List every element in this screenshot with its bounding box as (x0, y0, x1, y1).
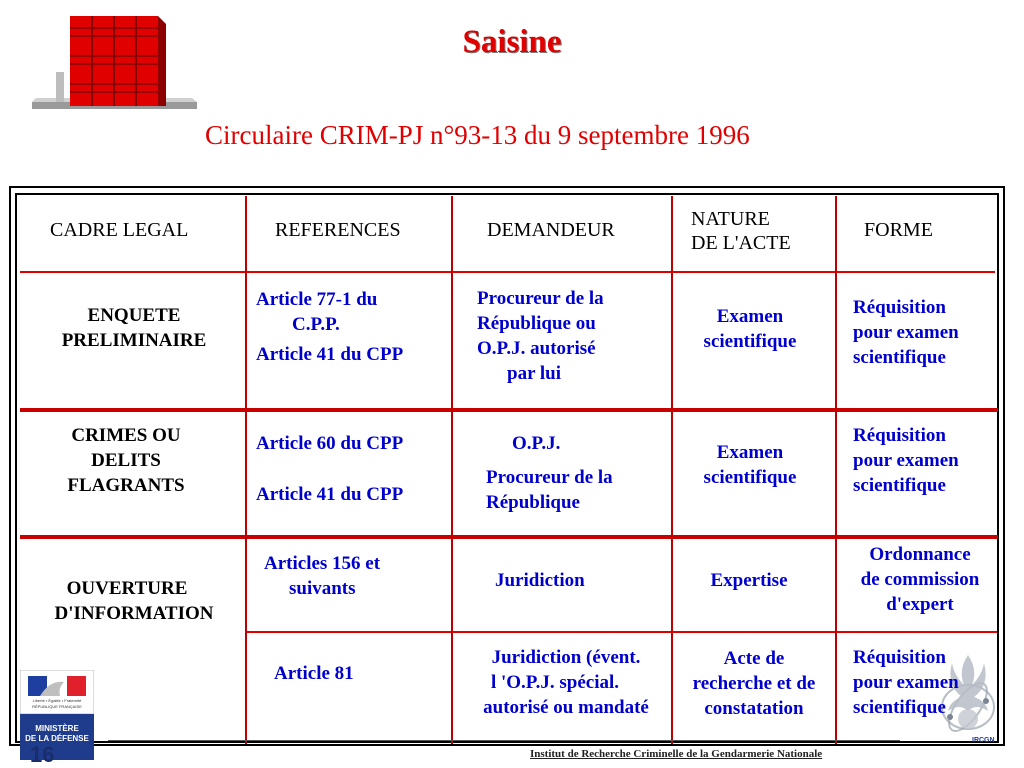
forme-line: Réquisition (853, 297, 946, 318)
footer-rule (108, 740, 900, 741)
reference-line: Article 60 du CPP (256, 433, 404, 454)
nature-line: Acte de (723, 648, 785, 669)
cadre-line: OUVERTURE (66, 578, 188, 599)
references-cell (264, 551, 380, 601)
reference-line: Article 41 du CPP (256, 484, 404, 505)
header-demandeur: DEMANDEUR (487, 219, 615, 241)
page-subtitle: Circulaire CRIM-PJ n°93-13 du 9 septembre 1996 (205, 120, 750, 150)
reference-line: suivants (289, 578, 356, 599)
ircgn-logo-text: IRCGN (972, 737, 995, 744)
header-forme: FORME (864, 219, 933, 241)
nature-line: Expertise (710, 570, 788, 591)
emblem-text-line1: MINISTÈRE (35, 724, 79, 733)
nature-line: scientifique (703, 467, 797, 488)
nature-line: constatation (704, 698, 804, 719)
reference-line: Articles 156 et (264, 553, 381, 574)
cadre-line: FLAGRANTS (67, 475, 185, 496)
cadre-line: CRIMES OU (71, 425, 181, 446)
reference-line: C.P.P. (292, 314, 340, 335)
nature-cell (673, 646, 835, 721)
forme-line: scientifique (853, 697, 946, 718)
references-cell (256, 431, 403, 507)
demandeur-line: République ou (477, 313, 596, 334)
row-cadre-information (20, 576, 248, 626)
demandeur-line: O.P.J. (512, 433, 561, 454)
nature-line: recherche et de (692, 673, 816, 694)
reference-line: Article 77-1 du (256, 289, 378, 310)
demandeur-line: l 'O.P.J. spécial. (490, 672, 620, 693)
forme-line: scientifique (853, 347, 946, 368)
row-divider (247, 631, 997, 633)
forme-cell (853, 295, 959, 370)
nature-line: scientifique (703, 331, 797, 352)
page-title: Saisine (462, 24, 562, 60)
forme-cell (838, 542, 1002, 617)
demandeur-line: O.P.J. autorisé (477, 338, 596, 359)
row-divider (20, 535, 998, 539)
header-references: REFERENCES (275, 219, 401, 241)
header-nature-line2: DE L'ACTE (691, 232, 791, 254)
forme-line: Ordonnance (869, 544, 971, 565)
nature-cell (674, 304, 826, 354)
forme-line: pour examen (853, 322, 959, 343)
demandeur-cell (486, 431, 613, 515)
row-divider (20, 408, 998, 412)
forme-cell (853, 645, 959, 720)
demandeur-line: Procureur de la (477, 288, 604, 309)
forme-line: scientifique (853, 475, 946, 496)
header-cadre-legal: CADRE LEGAL (50, 219, 189, 241)
demandeur-cell (459, 645, 673, 720)
nature-cell (674, 440, 826, 490)
column-divider (835, 196, 837, 744)
forme-line: pour examen (853, 672, 959, 693)
header-rule (20, 271, 995, 273)
forme-cell (853, 423, 959, 498)
demandeur-line: République (486, 492, 580, 513)
page-number: 16 (30, 742, 55, 767)
cadre-line: ENQUETE (87, 305, 181, 326)
nature-cell (674, 568, 824, 593)
column-divider (451, 196, 453, 744)
demandeur-line: Juridiction (495, 570, 585, 591)
header-nature-line1: NATURE (691, 208, 770, 230)
column-divider (245, 196, 247, 744)
row-cadre-enquete (20, 303, 248, 353)
forme-line: pour examen (853, 450, 959, 471)
row-cadre-flagrants (12, 423, 240, 498)
forme-line: d'expert (886, 594, 954, 615)
nature-line: Examen (716, 306, 784, 327)
emblem-republique: RÉPUBLIQUE FRANÇAISE (32, 704, 82, 709)
references-cell (274, 661, 354, 686)
forme-line: de commission (860, 569, 980, 590)
forme-line: Réquisition (853, 647, 946, 668)
demandeur-line: Procureur de la (486, 467, 613, 488)
demandeur-cell (477, 286, 604, 386)
references-cell (256, 287, 403, 367)
emblem-motto: Liberté • Égalité • Fraternité (32, 698, 82, 703)
demandeur-line: par lui (507, 363, 562, 384)
cadre-line: DELITS (91, 450, 161, 471)
reference-line: Article 41 du CPP (256, 344, 404, 365)
cadre-line: D'INFORMATION (54, 603, 214, 624)
header-nature (691, 207, 791, 255)
demandeur-cell (495, 568, 585, 593)
reference-line: Article 81 (274, 663, 354, 684)
forme-line: Réquisition (853, 425, 946, 446)
emblem-text-line2: DE LA DÉFENSE (25, 734, 89, 743)
nature-line: Examen (716, 442, 784, 463)
footer-institute: Institut de Recherche Criminelle de la Gendarmerie Nationale (530, 748, 823, 760)
demandeur-line: autorisé ou mandaté (483, 697, 649, 718)
demandeur-line: Juridiction (évent. (491, 647, 641, 668)
cadre-line: PRELIMINAIRE (61, 330, 207, 351)
